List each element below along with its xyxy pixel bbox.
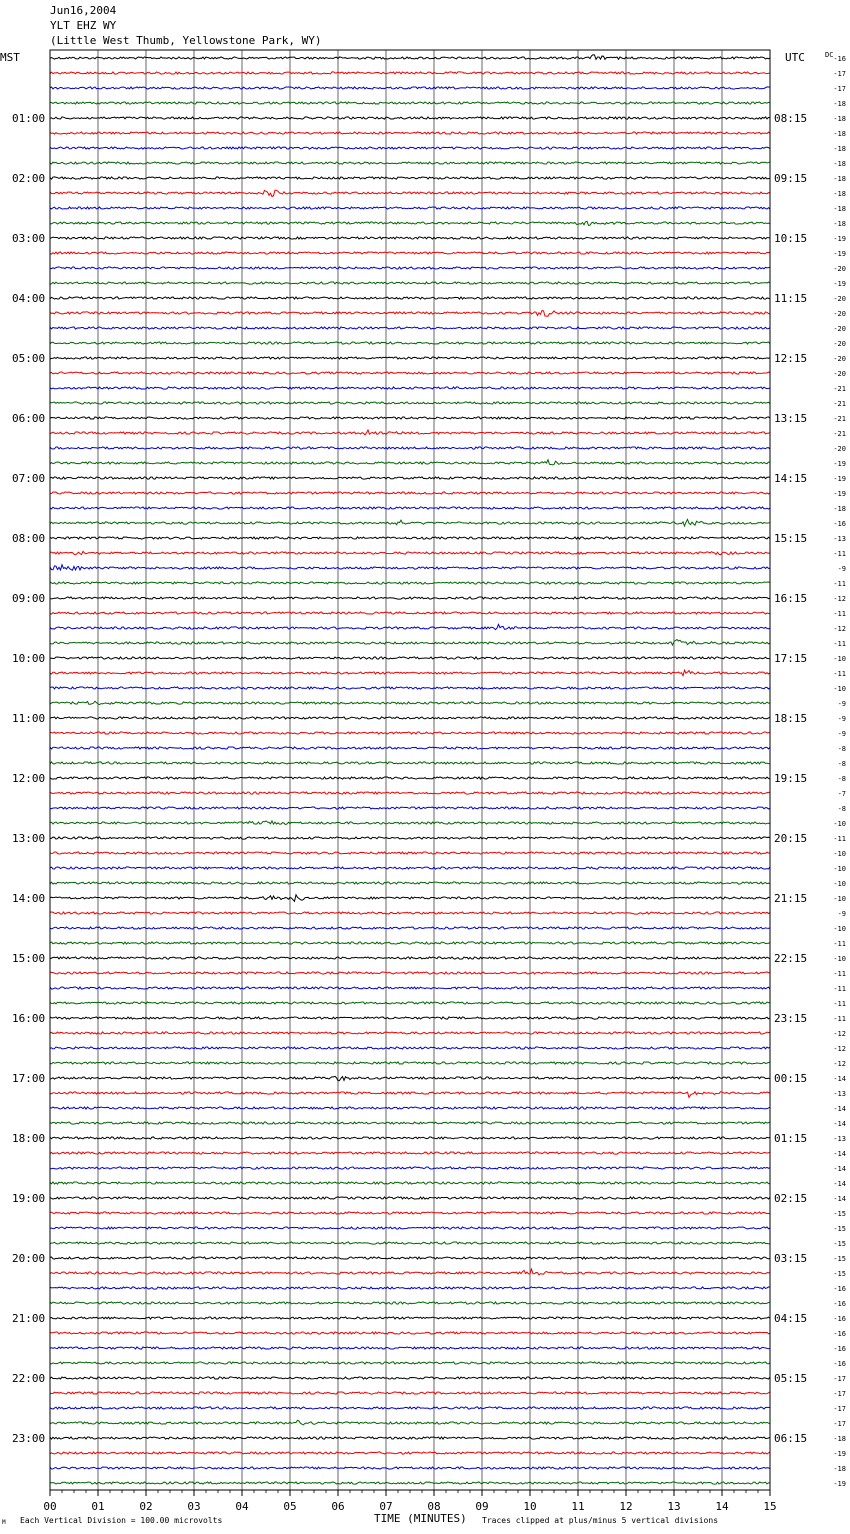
scale-note: Each Vertical Division = 100.00 microvolts	[20, 1516, 223, 1525]
dc-offset-label: -15	[833, 1225, 846, 1233]
trace-row-17	[50, 310, 770, 316]
trace-row-46	[50, 747, 770, 749]
dc-offset-label: -15	[833, 1210, 846, 1218]
utc-label: 02:15	[774, 1192, 808, 1205]
dc-offset-label: -12	[833, 595, 846, 603]
trace-row-22	[50, 387, 770, 389]
dc-offset-label: -18	[833, 145, 846, 153]
trace-row-6	[50, 147, 770, 149]
trace-row-55	[50, 882, 770, 884]
mst-label: 12:00	[12, 772, 46, 785]
trace-row-85	[50, 1332, 770, 1334]
dc-offset-label: -10	[833, 685, 846, 693]
mst-label: 09:00	[12, 592, 46, 605]
dc-offset-label: -19	[833, 1480, 846, 1488]
utc-label: 17:15	[774, 652, 808, 665]
dc-offset-label: -16	[833, 1315, 846, 1323]
dc-offset-label: -19	[833, 490, 846, 498]
trace-row-18	[50, 327, 770, 329]
dc-offset-label: -20	[833, 265, 846, 273]
clip-note: Traces clipped at plus/minus 5 vertical divisions	[482, 1516, 719, 1525]
trace-row-67	[50, 1062, 770, 1064]
trace-row-34	[50, 565, 770, 570]
trace-row-57	[50, 912, 770, 914]
trace-row-90	[50, 1407, 770, 1409]
trace-row-2	[50, 87, 770, 89]
trace-row-74	[50, 1167, 770, 1169]
trace-row-37	[50, 612, 770, 614]
dc-offset-label: -12	[833, 1045, 846, 1053]
utc-label: 04:15	[774, 1312, 808, 1325]
dc-offset-label: -19	[833, 235, 846, 243]
x-axis-ticks	[43, 1490, 776, 1513]
trace-row-69	[50, 1092, 770, 1098]
dc-offset-label: -17	[833, 1420, 846, 1428]
left-axis-label: MST	[0, 51, 20, 64]
utc-label: 14:15	[774, 472, 808, 485]
trace-row-89	[50, 1392, 770, 1394]
dc-offset-label: -18	[833, 220, 846, 228]
trace-row-77	[50, 1212, 770, 1214]
dc-offset-label: -21	[833, 430, 846, 438]
utc-label: 19:15	[774, 772, 808, 785]
dc-offset-label: -9	[837, 715, 846, 723]
utc-label: 13:15	[774, 412, 808, 425]
trace-row-45	[50, 732, 770, 734]
trace-row-29	[50, 492, 770, 494]
trace-row-95	[50, 1482, 770, 1484]
trace-row-32	[50, 537, 770, 539]
x-tick-label: 00	[43, 1500, 57, 1513]
trace-row-60	[50, 957, 770, 959]
trace-row-41	[50, 670, 770, 676]
utc-label: 15:15	[774, 532, 808, 545]
x-tick-label: 02	[139, 1500, 153, 1513]
dc-offset-label: -11	[833, 1015, 846, 1023]
utc-time-labels	[774, 112, 807, 1445]
utc-label: 21:15	[774, 892, 808, 905]
dc-offset-label: -11	[833, 1000, 846, 1008]
trace-row-12	[50, 237, 770, 239]
dc-offset-label: -13	[833, 1135, 846, 1143]
dc-offset-label: -18	[833, 115, 846, 123]
x-tick-label: 13	[667, 1500, 681, 1513]
trace-row-79	[50, 1242, 770, 1244]
dc-offset-label: -10	[833, 865, 846, 873]
dc-offset-label: -12	[833, 1030, 846, 1038]
trace-row-78	[50, 1227, 770, 1229]
trace-row-53	[50, 852, 770, 854]
dc-offset-label: -20	[833, 355, 846, 363]
dc-offset-label: -16	[833, 1360, 846, 1368]
dc-offset-label: -10	[833, 655, 846, 663]
utc-label: 03:15	[774, 1252, 808, 1265]
x-tick-label: 12	[619, 1500, 633, 1513]
trace-row-20	[50, 357, 770, 359]
dc-offset-label: -18	[833, 1465, 846, 1473]
trace-row-26	[50, 447, 770, 449]
dc-offset-label: -11	[833, 835, 846, 843]
trace-row-7	[50, 162, 770, 164]
dc-offset-label: -15	[833, 1270, 846, 1278]
trace-row-87	[50, 1362, 770, 1364]
dc-offset-label: -18	[833, 160, 846, 168]
mst-label: 13:00	[12, 832, 46, 845]
mst-label: 22:00	[12, 1372, 46, 1385]
trace-row-86	[50, 1347, 770, 1349]
dc-offset-label: -11	[833, 985, 846, 993]
trace-row-65	[50, 1032, 770, 1034]
mst-label: 16:00	[12, 1012, 46, 1025]
dc-offset-label: -17	[833, 70, 846, 78]
dc-offset-label: -13	[833, 535, 846, 543]
trace-row-30	[50, 507, 770, 509]
dc-offset-label: -18	[833, 205, 846, 213]
dc-offset-label: -10	[833, 955, 846, 963]
trace-row-84	[50, 1317, 770, 1319]
dc-offset-label: -11	[833, 970, 846, 978]
dc-offset-label: -9	[837, 565, 846, 573]
right-axis-label: UTC	[785, 51, 805, 64]
dc-offset-label: -9	[837, 730, 846, 738]
trace-row-61	[50, 972, 770, 974]
seismic-traces	[50, 55, 770, 1484]
utc-label: 18:15	[774, 712, 808, 725]
dc-offset-label: -20	[833, 295, 846, 303]
dc-offset-label: -18	[833, 190, 846, 198]
trace-row-52	[50, 837, 770, 839]
dc-offset-label: -14	[833, 1120, 846, 1128]
utc-label: 16:15	[774, 592, 808, 605]
dc-offset-label: -20	[833, 340, 846, 348]
trace-row-24	[50, 417, 770, 419]
dc-offset-label: -13	[833, 1090, 846, 1098]
trace-row-80	[50, 1257, 770, 1259]
trace-row-75	[50, 1182, 770, 1184]
trace-row-50	[50, 807, 770, 809]
dc-offset-label: -18	[833, 505, 846, 513]
dc-offset-label: -16	[833, 55, 846, 63]
dc-offset-label: -20	[833, 325, 846, 333]
utc-label: 08:15	[774, 112, 808, 125]
trace-row-5	[50, 132, 770, 134]
trace-row-4	[50, 117, 770, 119]
trace-row-49	[50, 792, 770, 794]
dc-offset-label: -10	[833, 850, 846, 858]
dc-offset-label: -16	[833, 1330, 846, 1338]
dc-offset-label: -7	[837, 790, 846, 798]
dc-offset-label: -11	[833, 940, 846, 948]
trace-row-39	[50, 640, 770, 646]
trace-row-76	[50, 1197, 770, 1199]
mst-label: 06:00	[12, 412, 46, 425]
dc-offset-label: -20	[833, 445, 846, 453]
trace-row-40	[50, 657, 770, 659]
dc-offset-label: -8	[837, 760, 846, 768]
trace-row-68	[50, 1076, 770, 1080]
x-tick-label: 09	[475, 1500, 489, 1513]
trace-row-72	[50, 1137, 770, 1139]
mst-label: 17:00	[12, 1072, 46, 1085]
dc-offset-label: -19	[833, 250, 846, 258]
trace-row-47	[50, 762, 770, 764]
trace-row-27	[50, 460, 770, 465]
trace-row-62	[50, 987, 770, 989]
trace-row-73	[50, 1152, 770, 1154]
dc-offset-label: -21	[833, 385, 846, 393]
trace-row-88	[50, 1377, 770, 1379]
dc-offset-label: -14	[833, 1195, 846, 1203]
dc-offset-label: -18	[833, 130, 846, 138]
x-tick-label: 15	[763, 1500, 777, 1513]
trace-row-36	[50, 597, 770, 599]
utc-label: 10:15	[774, 232, 808, 245]
x-tick-label: 11	[571, 1500, 585, 1513]
trace-row-42	[50, 687, 770, 689]
trace-row-16	[50, 297, 770, 299]
dc-offset-label: -10	[833, 895, 846, 903]
trace-row-28	[50, 477, 770, 479]
mst-label: 11:00	[12, 712, 46, 725]
dc-offset-label: -8	[837, 805, 846, 813]
dc-offset-label: -14	[833, 1075, 846, 1083]
x-tick-label: 10	[523, 1500, 537, 1513]
trace-row-31	[50, 519, 770, 526]
dc-offset-label: -21	[833, 415, 846, 423]
dc-offset-label: -14	[833, 1105, 846, 1113]
station-code: YLT EHZ WY	[50, 19, 117, 32]
utc-label: 05:15	[774, 1372, 808, 1385]
trace-row-81	[50, 1269, 770, 1275]
trace-row-3	[50, 102, 770, 104]
mst-label: 08:00	[12, 532, 46, 545]
dc-offset-label: -10	[833, 880, 846, 888]
trace-row-63	[50, 1002, 770, 1004]
trace-row-33	[50, 551, 770, 554]
dc-offset-label: -11	[833, 670, 846, 678]
dc-offset-label: -10	[833, 925, 846, 933]
dc-offset-label: -11	[833, 550, 846, 558]
trace-row-0	[50, 55, 770, 60]
mst-label: 23:00	[12, 1432, 46, 1445]
trace-row-1	[50, 72, 770, 74]
trace-row-38	[50, 624, 770, 629]
dc-offset-label: -12	[833, 625, 846, 633]
trace-row-93	[50, 1452, 770, 1454]
mst-label: 10:00	[12, 652, 46, 665]
trace-row-21	[50, 372, 770, 374]
utc-label: 06:15	[774, 1432, 808, 1445]
trace-row-25	[50, 430, 770, 435]
dc-offset-label: -8	[837, 775, 846, 783]
dc-offset-label: -15	[833, 1240, 846, 1248]
mst-label: 20:00	[12, 1252, 46, 1265]
trace-row-70	[50, 1107, 770, 1109]
trace-row-9	[50, 190, 770, 196]
trace-row-48	[50, 777, 770, 779]
dc-offset-label: -12	[833, 1060, 846, 1068]
trace-row-23	[50, 402, 770, 404]
trace-row-54	[50, 867, 770, 869]
dc-offset-label: -14	[833, 1150, 846, 1158]
mst-label: 15:00	[12, 952, 46, 965]
dc-offset-label: -17	[833, 1375, 846, 1383]
mst-label: 21:00	[12, 1312, 46, 1325]
mst-label: 18:00	[12, 1132, 46, 1145]
trace-row-82	[50, 1287, 770, 1289]
dc-offset-label: -17	[833, 85, 846, 93]
trace-row-92	[50, 1437, 770, 1439]
dc-offset-label: -21	[833, 400, 846, 408]
trace-row-56	[50, 895, 770, 902]
dc-offset-label: -11	[833, 610, 846, 618]
mst-label: 07:00	[12, 472, 46, 485]
trace-row-58	[50, 927, 770, 929]
x-tick-label: 08	[427, 1500, 441, 1513]
trace-row-71	[50, 1122, 770, 1124]
utc-label: 09:15	[774, 172, 808, 185]
dc-offset-label: -14	[833, 1165, 846, 1173]
trace-row-83	[50, 1302, 770, 1304]
trace-row-59	[50, 942, 770, 944]
trace-row-51	[50, 821, 770, 825]
dc-offset-label: -20	[833, 310, 846, 318]
dc-offset-label: -19	[833, 460, 846, 468]
dc-offset-label: -20	[833, 370, 846, 378]
x-tick-label: 07	[379, 1500, 393, 1513]
trace-row-94	[50, 1467, 770, 1469]
utc-label: 11:15	[774, 292, 808, 305]
trace-row-44	[50, 717, 770, 719]
dc-offset-label: -16	[833, 1345, 846, 1353]
dc-offset-header: DC	[825, 51, 834, 59]
dc-offset-label: -16	[833, 1285, 846, 1293]
dc-offset-label: -11	[833, 580, 846, 588]
x-tick-label: 14	[715, 1500, 729, 1513]
trace-row-35	[50, 582, 770, 584]
trace-row-64	[50, 1017, 770, 1019]
dc-offset-label: -19	[833, 1450, 846, 1458]
mst-label: 01:00	[12, 112, 46, 125]
dc-offset-label: -8	[837, 745, 846, 753]
mst-label: 04:00	[12, 292, 46, 305]
corner-mark: M	[2, 1519, 6, 1526]
dc-offset-labels	[833, 55, 846, 1488]
x-tick-label: 03	[187, 1500, 201, 1513]
mst-label: 19:00	[12, 1192, 46, 1205]
dc-offset-label: -18	[833, 1435, 846, 1443]
trace-row-15	[50, 282, 770, 284]
x-tick-label: 01	[91, 1500, 105, 1513]
trace-row-19	[50, 342, 770, 344]
mst-time-labels	[12, 112, 45, 1445]
trace-row-43	[50, 701, 770, 704]
dc-offset-label: -16	[833, 1300, 846, 1308]
trace-row-66	[50, 1047, 770, 1049]
utc-label: 22:15	[774, 952, 808, 965]
dc-offset-label: -11	[833, 640, 846, 648]
mst-label: 02:00	[12, 172, 46, 185]
x-tick-label: 06	[331, 1500, 345, 1513]
dc-offset-label: -17	[833, 1405, 846, 1413]
mst-label: 14:00	[12, 892, 46, 905]
utc-label: 20:15	[774, 832, 808, 845]
dc-offset-label: -14	[833, 1180, 846, 1188]
dc-offset-label: -9	[837, 700, 846, 708]
dc-offset-label: -19	[833, 475, 846, 483]
trace-row-10	[50, 207, 770, 209]
trace-row-14	[50, 267, 770, 269]
dc-offset-label: -9	[837, 910, 846, 918]
utc-label: 23:15	[774, 1012, 808, 1025]
x-tick-label: 05	[283, 1500, 297, 1513]
dc-offset-label: -15	[833, 1255, 846, 1263]
utc-label: 12:15	[774, 352, 808, 365]
station-location: (Little West Thumb, Yellowstone Park, WY)	[50, 34, 322, 47]
dc-offset-label: -19	[833, 280, 846, 288]
x-tick-label: 04	[235, 1500, 249, 1513]
trace-row-13	[50, 252, 770, 254]
dc-offset-label: -18	[833, 100, 846, 108]
trace-row-91	[50, 1420, 770, 1425]
dc-offset-label: -17	[833, 1390, 846, 1398]
utc-label: 00:15	[774, 1072, 808, 1085]
dc-offset-label: -16	[833, 520, 846, 528]
trace-row-8	[50, 177, 770, 179]
mst-label: 03:00	[12, 232, 46, 245]
dc-offset-label: -10	[833, 820, 846, 828]
dc-offset-label: -18	[833, 175, 846, 183]
trace-row-11	[50, 221, 770, 225]
utc-label: 01:15	[774, 1132, 808, 1145]
recording-date: Jun16,2004	[50, 4, 117, 17]
x-axis-title: TIME (MINUTES)	[374, 1512, 467, 1525]
mst-label: 05:00	[12, 352, 46, 365]
